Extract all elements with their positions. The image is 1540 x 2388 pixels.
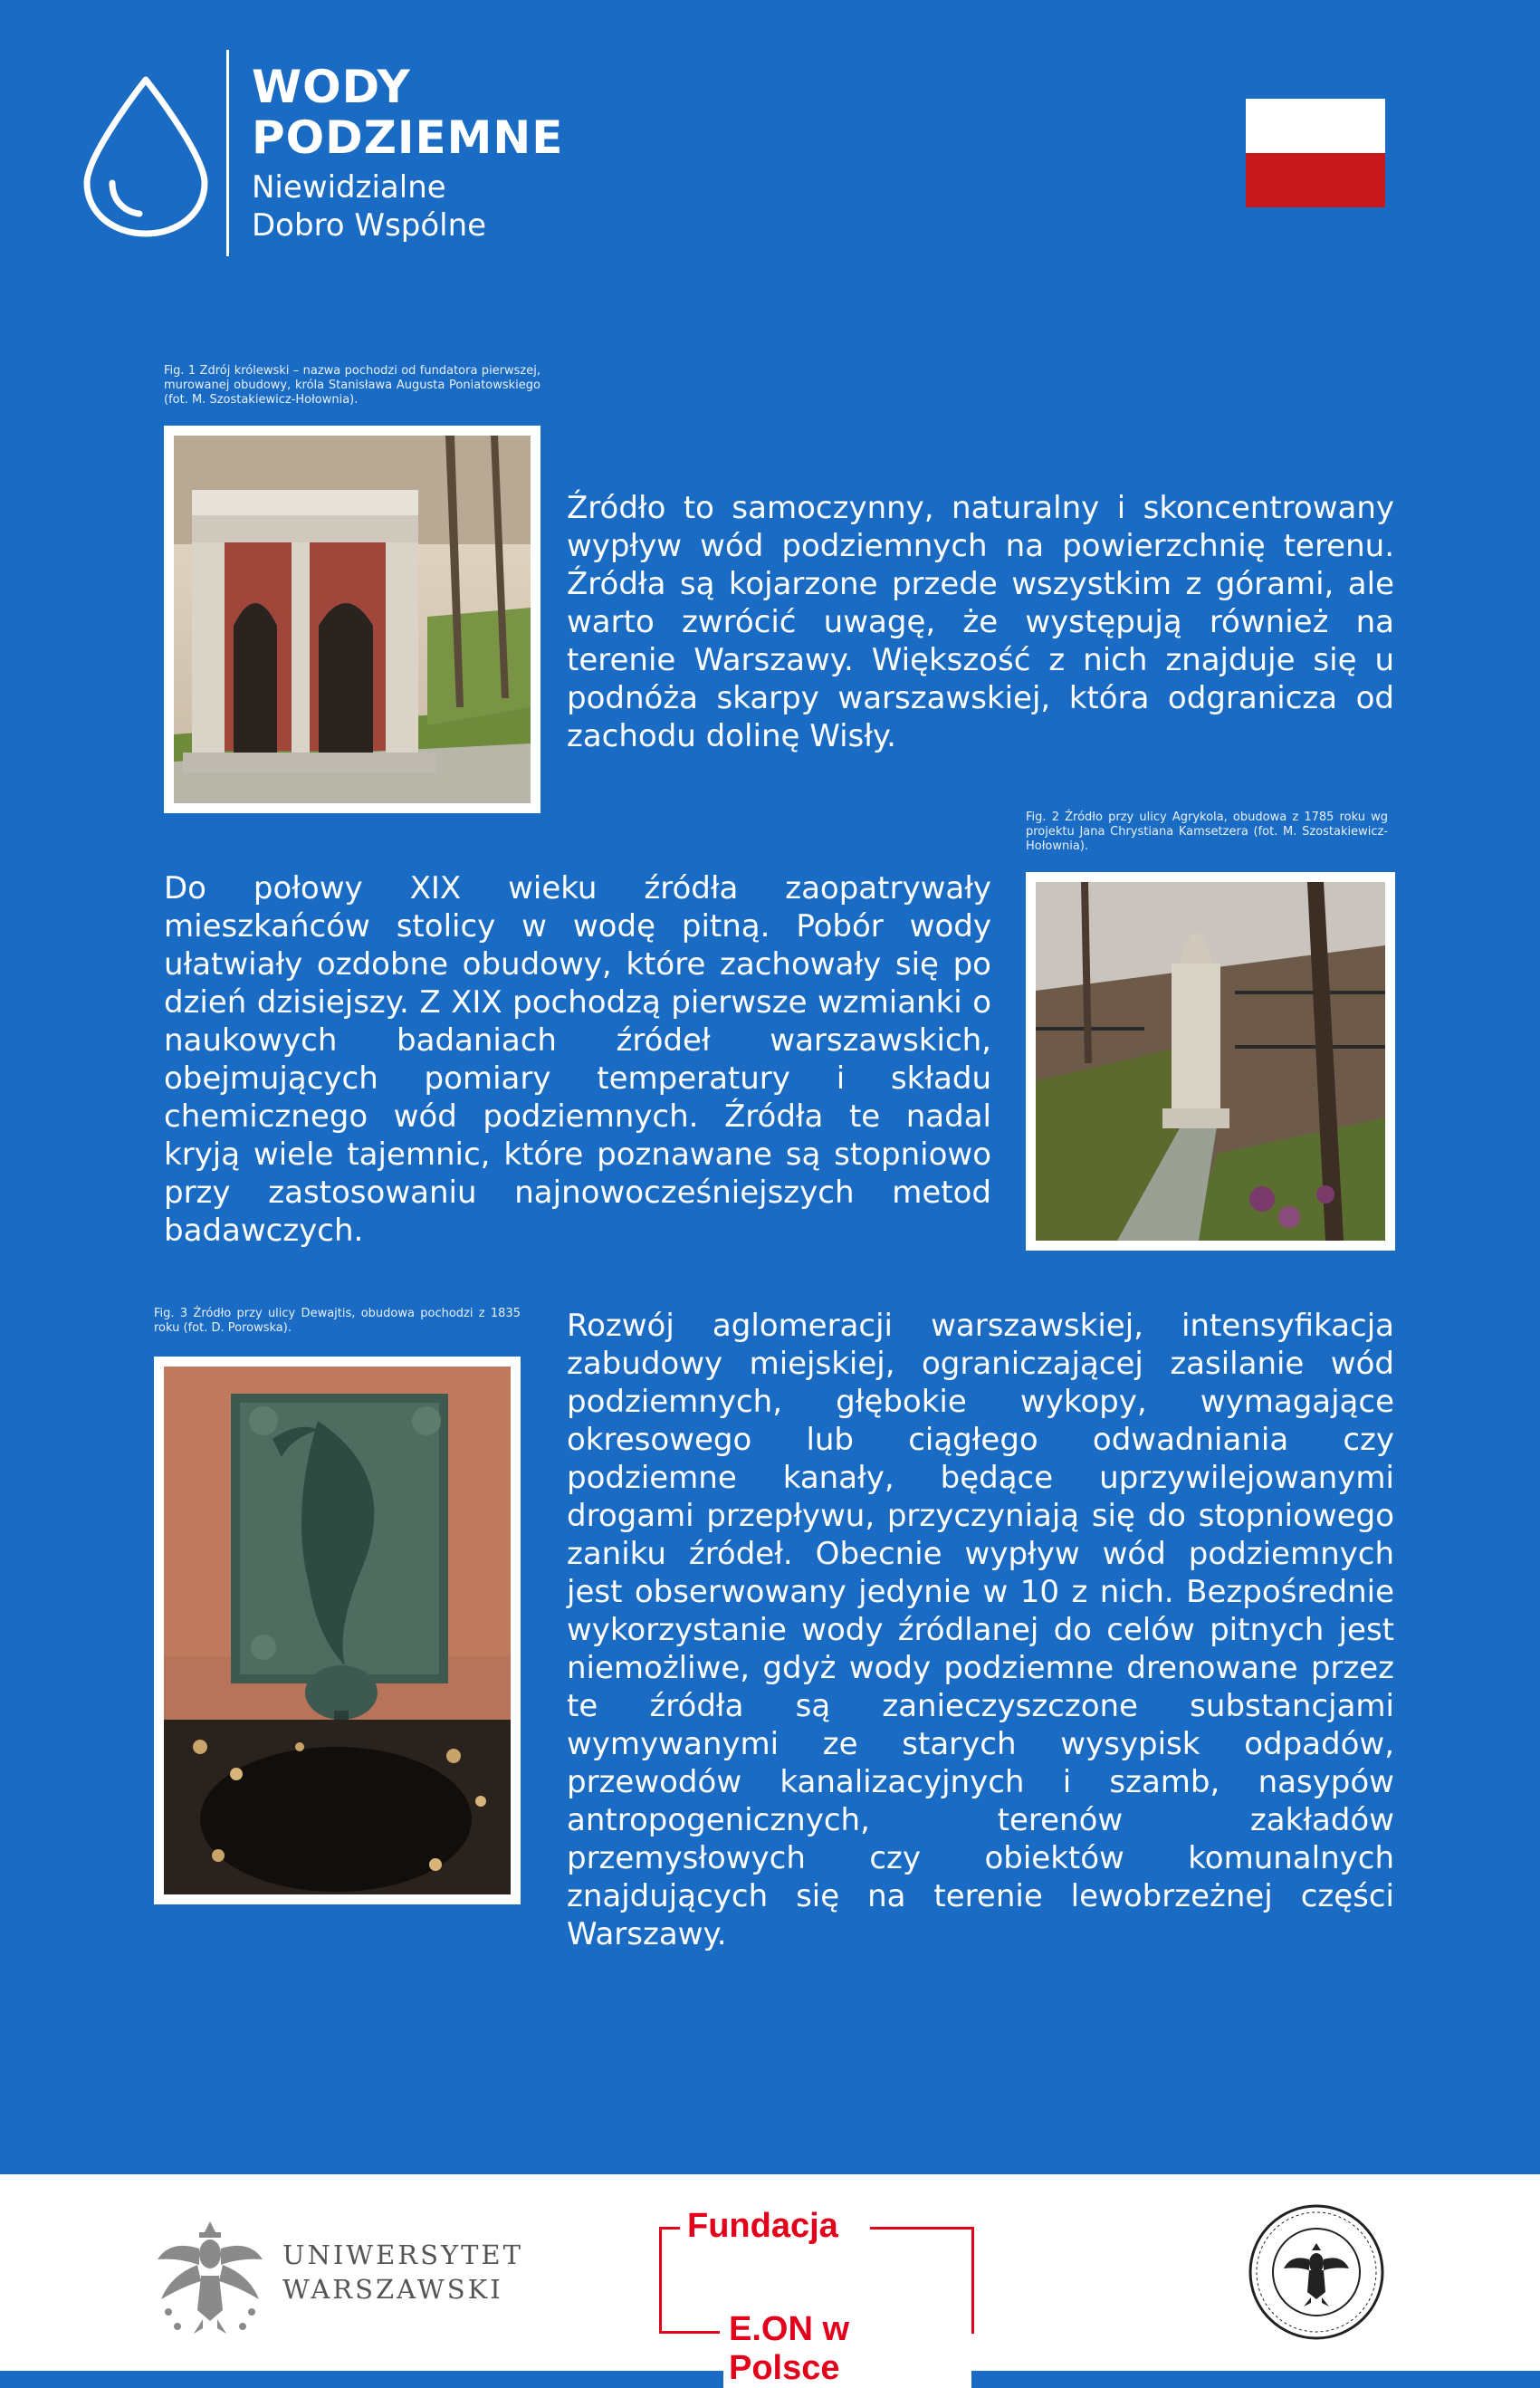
geology-faculty-seal-icon [1248, 2203, 1385, 2341]
eon-frame-top-left [662, 2227, 680, 2230]
paragraph-1: Źródło to samoczynny, naturalny i skoncentrowany wypływ wód podziemnych na powierzchnię terenu. Źródła są kojarzone przede wszystkim z górami, ale warto zwrócić uwagę, że występują również na terenie Warszawy. Większość z nich znajduje się u podnóża skarpy warszawskiej, która odgranicza od zachodu dolinę Wisły. [567, 490, 1394, 754]
polish-flag-icon [1246, 99, 1385, 207]
title-line-2: PODZIEMNE [252, 111, 564, 164]
subtitle-line-2: Dobro Wspólne [252, 207, 487, 244]
eon-text-line-1: Fundacja [682, 2207, 844, 2246]
paragraph-3: Rozwój aglomeracji warszawskiej, intensyfikacja zabudowy miejskiej, ograniczającej zasilanie wód podziemnych, głębokie wykopy, wymagające okresowego lub ciągłego odwadniania czy podziemne kanały, będące uprzywilejowanymi drogami przepływu, przyczyniają się do stopniowego zaniku źródeł. Obecnie wypływ wód podziemnych jest obserwowany jedynie w 10 z nich. Bezpośrednie wykorzystanie wody źródlanej do celów pitnych jest niemożliwe, gdyż wody podziemne drenowane przez te źródła są zanieczyszczone substancjami wymywanymi ze starych wysypisk odpadów, przewodów kanalizacyjnych i szamb, nasypów antropogenicznych, terenów zakładów przemysłowych czy obiektów komunalnych znajdujących się na terenie lewobrzeżnej części Warszawy. [567, 1308, 1394, 1952]
water-drop-icon [80, 74, 212, 239]
eon-foundation-logo [659, 2207, 974, 2387]
subtitle-line-1: Niewidzialne [252, 169, 446, 206]
flag-red-stripe [1246, 153, 1385, 207]
uw-name-line-2: WARSZAWSKI [282, 2274, 503, 2305]
eon-frame-bottom-left [662, 2331, 720, 2334]
figure-1-photo [164, 426, 540, 813]
agrykola-spring-image [1036, 882, 1385, 1241]
figure-3-photo [154, 1357, 521, 1904]
uw-eagle-logo-icon [152, 2212, 268, 2339]
figure-1-caption: Fig. 1 Zdrój królewski – nazwa pochodzi od fundatora pierwszej, murowanej obudowy, króla Stanisława Augusta Poniatowskiego (fot. M. Szostakiewicz-Hołownia). [164, 364, 540, 407]
header-divider [226, 50, 229, 256]
footer-bar [0, 2174, 1540, 2387]
dewajtis-spring-image [164, 1367, 511, 1894]
figure-2-caption: Fig. 2 Źródło przy ulicy Agrykola, obudowa z 1785 roku wg projektu Jana Chrystiana Kamsetzera (fot. M. Szostakiewicz-Hołownia). [1026, 810, 1388, 853]
uw-name-line-1: UNIWERSYTET [282, 2239, 523, 2270]
title-line-1: WODY [252, 61, 411, 113]
figure-2-photo [1026, 872, 1395, 1251]
paragraph-2: Do połowy XIX wieku źródła zaopatrywały mieszkańców stolicy w wodę pitną. Pobór wody ułatwiały ozdobne obudowy, które zachowały się po dzień dzisiejszy. Z XIX pochodzą pierwsze wzmianki o naukowych badaniach źródeł warszawskich, obejmujących pomiary temperatury i składu chemicznego wód podziemnych. Źródła te nadal kryją wiele tajemnic, które poznawane są stopniowo przy zastosowaniu najnowocześniejszych metod badawczych. [164, 870, 991, 1249]
figure-3-caption: Fig. 3 Źródło przy ulicy Dewajtis, obudowa pochodzi z 1835 roku (fot. D. Porowska). [154, 1307, 521, 1335]
eon-text-line-2: E.ON w Polsce [723, 2310, 971, 2388]
flag-white-stripe [1246, 99, 1385, 153]
eon-frame-top-right [870, 2227, 971, 2230]
royal-spring-image [174, 436, 531, 803]
